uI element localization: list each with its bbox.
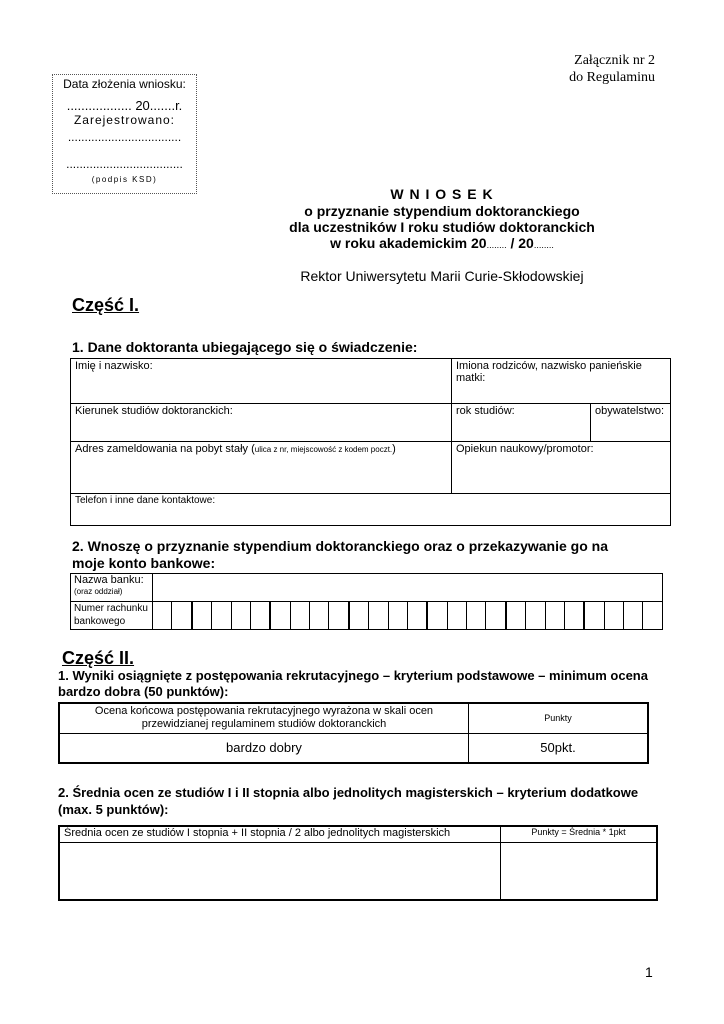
points-header: Punkty [469, 703, 649, 733]
account-digit[interactable] [545, 602, 564, 630]
signature-field[interactable]: ................................... [66, 157, 183, 171]
account-digit[interactable] [290, 602, 309, 630]
part2-section1-line2: bardzo dobra (50 punktów): [58, 684, 229, 699]
name-field[interactable]: Imię i nazwisko: [71, 359, 452, 404]
bank-branch-text: (oraz oddział) [74, 587, 123, 596]
account-digit[interactable] [407, 602, 427, 630]
bank-name-text: Nazwa banku: [74, 574, 144, 586]
account-digit[interactable] [192, 602, 212, 630]
account-digit[interactable] [270, 602, 290, 630]
annex-line1: Załącznik nr 2 [574, 53, 655, 68]
account-digit[interactable] [329, 602, 349, 630]
average-points-header: Punkty = Średnia * 1pkt [501, 826, 658, 842]
account-label-line2: bankowego [74, 616, 126, 627]
account-digit[interactable] [584, 602, 604, 630]
address-label: Adres zameldowania na pobyt stały ( [75, 443, 255, 455]
grade-header [59, 703, 469, 733]
section2-line1: 2. Wnoszę o przyznanie stypendium doktoranckiego oraz o przekazywanie go na [72, 538, 608, 554]
academic-year-label: w roku akademickim 20 [330, 235, 487, 251]
page-number: 1 [645, 964, 653, 980]
points-value: 50pkt. [469, 733, 649, 763]
part2-section1-heading [58, 668, 658, 700]
academic-year-field-a[interactable]: ........ [486, 240, 507, 250]
address-field[interactable] [71, 442, 452, 494]
grade-value: bardzo dobry [59, 733, 469, 763]
personal-data-table [70, 358, 671, 526]
account-digit[interactable] [153, 602, 172, 630]
recipient: Rektor Uniwersytetu Marii Curie-Skłodowskiej [300, 268, 584, 284]
account-digit[interactable] [604, 602, 623, 630]
part2-section2-heading [58, 784, 658, 818]
account-digit[interactable] [526, 602, 545, 630]
account-digit[interactable] [486, 602, 506, 630]
account-digit[interactable] [172, 602, 192, 630]
account-digit[interactable] [467, 602, 486, 630]
account-digit[interactable] [643, 602, 663, 630]
account-digit[interactable] [310, 602, 329, 630]
signature-label: (podpis KSD) [91, 175, 158, 184]
field-of-study-field[interactable]: Kierunek studiów doktoranckich: [71, 404, 452, 442]
account-digit[interactable] [624, 602, 643, 630]
section2-line2: moje konto bankowe: [72, 555, 216, 571]
part2-heading: Część II. [62, 648, 135, 668]
recruitment-table [58, 702, 649, 764]
academic-year-slash: / 20 [506, 235, 534, 251]
form-subtitle-1: o przyznanie stypendium doktoranckiego [304, 203, 580, 219]
account-label-line1: Numer rachunku [74, 603, 148, 614]
account-digit[interactable] [250, 602, 270, 630]
average-value-field[interactable] [59, 842, 501, 900]
grade-header-line2: przewidzianej regulaminem studiów doktoranckich [141, 718, 387, 730]
phone-field[interactable]: Telefon i inne dane kontaktowe: [71, 494, 671, 526]
address-note: ulica z nr, miejscowość z kodem poczt. [254, 445, 393, 454]
part1-heading: Część I. [72, 295, 140, 315]
account-digit[interactable] [447, 602, 466, 630]
account-digit[interactable] [231, 602, 250, 630]
form-subtitle-2: dla uczestników I roku studiów doktoranckich [289, 219, 595, 235]
account-digit[interactable] [427, 602, 447, 630]
average-header: Średnia ocen ze studiów I stopnia + II stopnia / 2 albo jednolitych magisterskich [59, 826, 501, 842]
section2-heading [72, 538, 608, 572]
bank-name-field[interactable] [153, 574, 663, 602]
registered-field[interactable]: .................................. [67, 130, 182, 144]
account-digit[interactable] [506, 602, 526, 630]
average-points-field[interactable] [501, 842, 658, 900]
annex-line2: do Regulaminu [569, 70, 655, 85]
registered-label: Zarejestrowano: [73, 113, 176, 127]
bank-name-label [71, 574, 153, 602]
bank-table [70, 573, 663, 630]
account-digit[interactable] [388, 602, 407, 630]
parents-field[interactable]: Imiona rodziców, nazwisko panieńskie matki: [452, 359, 671, 404]
academic-year-field-b[interactable]: ........ [533, 240, 554, 250]
account-digit[interactable] [564, 602, 584, 630]
annex-label [540, 52, 655, 86]
part2-section1-line1: 1. Wyniki osiągnięte z postępowania rekrutacyjnego – kryterium podstawowe – minimum ocena [58, 668, 648, 683]
part2-section2-line2: (max. 5 punktów): [58, 802, 169, 817]
account-number-label [71, 602, 153, 630]
form-subtitle-3 [200, 235, 684, 253]
year-of-study-field[interactable]: rok studiów: [452, 404, 591, 442]
average-table [58, 825, 658, 901]
submission-date-label: Data złożenia wniosku: [63, 77, 186, 91]
submission-date-field[interactable]: .................. 20.......r. [66, 98, 183, 113]
account-digit[interactable] [212, 602, 231, 630]
registration-box [52, 74, 197, 194]
account-digit[interactable] [369, 602, 388, 630]
account-digit[interactable] [349, 602, 369, 630]
section1-heading: 1. Dane doktoranta ubiegającego się o świadczenie: [72, 339, 418, 355]
part2-section2-line1: 2. Średnia ocen ze studiów I i II stopnia albo jednolitych magisterskich – kryterium dodatkowe [58, 785, 639, 800]
grade-header-line1: Ocena końcowa postępowania rekrutacyjnego wyrażona w skali ocen [94, 705, 434, 717]
citizenship-field[interactable]: obywatelstwo: [591, 404, 671, 442]
form-title: W N I O S E K [390, 186, 494, 202]
supervisor-field[interactable]: Opiekun naukowy/promotor: [452, 442, 671, 494]
address-close: ) [392, 443, 396, 455]
